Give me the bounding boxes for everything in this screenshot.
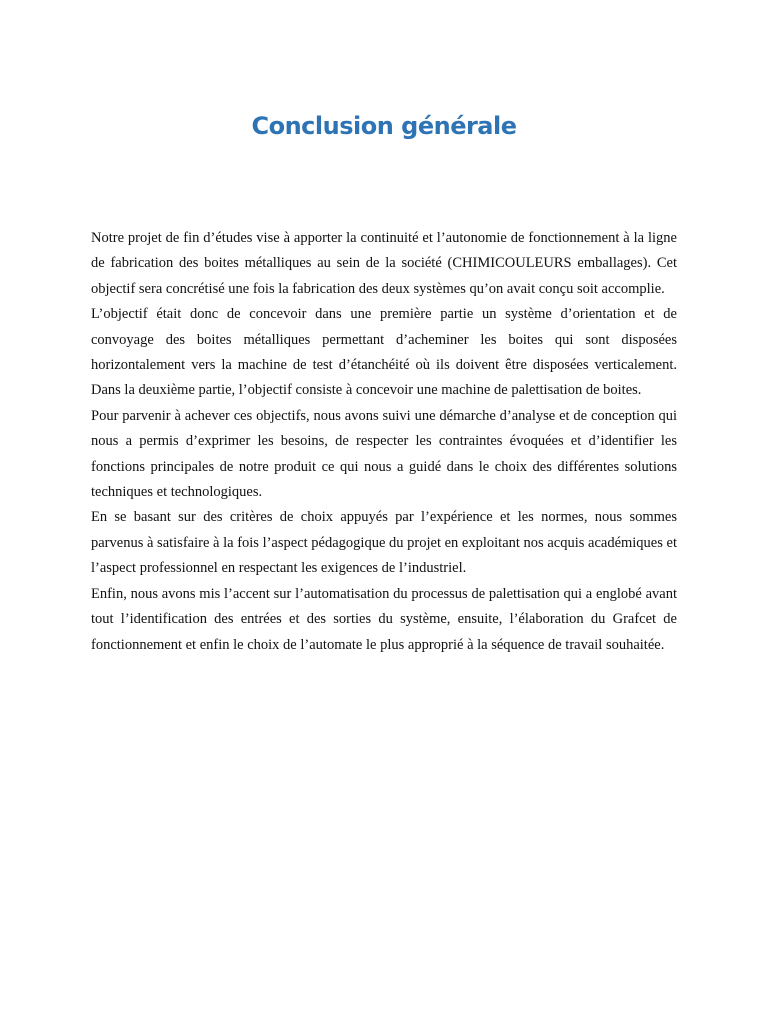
paragraph-intro: Notre projet de fin d’études vise à apporter la continuité et l’autonomie de fonctionnement à la ligne de fabrication des boites métalliques au sein de la société (CHIMICOULEURS emballages). Cet objectif sera concrétisé une fois la fabrication des deux systèmes qu’on avait conçu soit accomplie. [91,230,677,297]
paragraph-method: Pour parvenir à achever ces objectifs, nous avons suivi une démarche d’analyse et de conception qui nous a permis d’exprimer les besoins, de respecter les contraintes évoquées et d’identifier les fonctions principales de notre produit ce qui nous a guidé dans le choix des différentes solutions techniques et technologiques. [91,407,677,501]
paragraph-automation: Enfin, nous avons mis l’accent sur l’automatisation du processus de palettisation qui a englobé avant tout l’identification des entrées et des sorties du système, ensuite, l’élaboration du Grafcet de fonctionnement et enfin le choix de l’automate le plus approprié à la séquence de travail souhaitée. [91,585,677,653]
page-title: Conclusion générale [251,112,517,140]
paragraph-objective: L’objectif était donc de concevoir dans une première partie un système d’orientation et de convoyage des boites métalliques permettant d’acheminer les boites qui sont disposées horizontalement vers la machine de test d’étanchéité où ils doivent être disposées verticalement. Dans la deuxième partie, l’objectif consiste à concevoir une machine de palettisation de boites. [91,306,677,399]
paragraph-criteria: En se basant sur des critères de choix appuyés par l’expérience et les normes, nous sommes parvenus à satisfaire à la fois l’aspect pédagogique du projet en exploitant nos acquis académiques et l’aspect professionnel en respectant les exigences de l’industriel. [91,509,677,577]
body-text [91,226,677,658]
